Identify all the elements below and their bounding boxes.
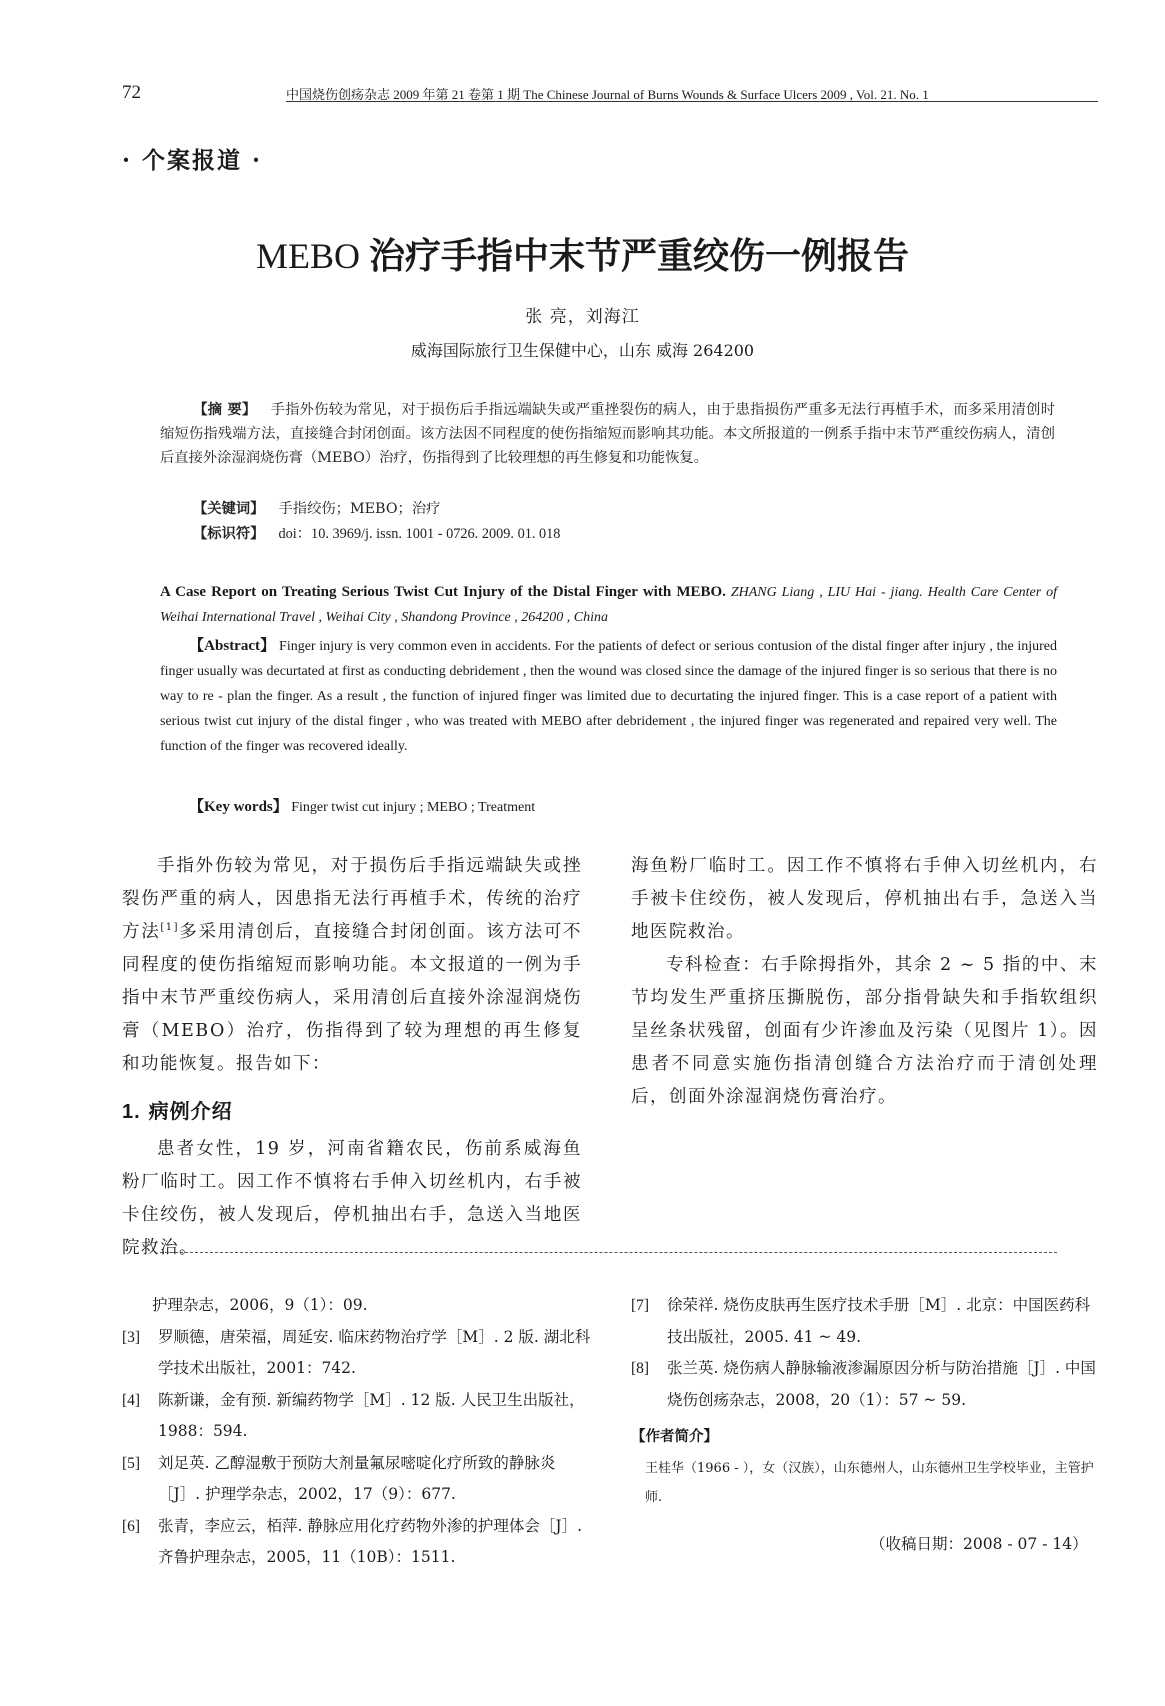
identifier-cn-label: 【标识符】 <box>193 526 265 542</box>
reference-item <box>122 1448 592 1511</box>
reference-item <box>122 1385 592 1448</box>
english-title: A Case Report on Treating Serious Twist Cut Injury of the Distal Finger with MEBO. <box>160 584 726 600</box>
page-number: 72 <box>122 82 141 103</box>
abstract-en <box>160 634 1057 759</box>
english-authors: ZHANG Liang , LIU Hai - jiang. <box>730 585 923 600</box>
header-rule <box>286 101 1098 102</box>
footer-rule <box>160 1252 1057 1253</box>
article-title <box>0 228 1165 279</box>
reference-text: 陈新谦，金有预. 新编药物学［M］. 12 版. 人民卫生出版社，1988：594. <box>158 1390 585 1440</box>
reference-number: [7] <box>631 1297 650 1314</box>
reference-text: 张兰英. 烧伤病人静脉输液渗漏原因分析与防治措施［J］. 中国烧伤创疡杂志，2008，20（1）：57 ~ 59. <box>667 1359 1096 1409</box>
body-right-column <box>631 850 1098 1114</box>
section-1-number: 1. <box>122 1101 141 1123</box>
section-1-title: 病例介绍 <box>148 1099 233 1123</box>
section-label: · 个案报道 · <box>122 147 263 174</box>
reference-item <box>122 1511 592 1574</box>
reference-number: [4] <box>122 1391 141 1409</box>
english-affiliation: Health Care Center of Weihai International Travel , Weihai City , Shandong Province , 264200 , China <box>160 585 1058 625</box>
keywords-en <box>189 795 1049 820</box>
keywords-en-text: Finger twist cut injury ; MEBO ; Treatment <box>291 800 536 815</box>
affiliation: 威海国际旅行卫生保健中心，山东 威海 264200 <box>410 341 755 360</box>
running-header: 中国烧伤创疡杂志 2009 年第 21 卷第 1 期 The Chinese Journal of Burns Wounds & Surface Ulcers 2009 , Vol. 21. No. 1 <box>286 87 929 102</box>
reference-text: 徐荣祥. 烧伤皮肤再生医疗技术手册［M］. 北京：中国医药科技出版社，2005. 41 ~ 49. <box>667 1296 1091 1346</box>
reference-item <box>631 1290 1101 1353</box>
abstract-cn <box>160 398 1055 470</box>
reference-item <box>631 1353 1101 1416</box>
author-bio-label: 【作者简介】 <box>631 1429 718 1445</box>
author-bio: 王桂华（1966 - ），女（汉族），山东德州人，山东德州卫生学校毕业，主管护师. <box>645 1460 1094 1505</box>
reference-item: 护理杂志，2006，9（1）：09. <box>152 1296 368 1314</box>
reference-number: [5] <box>122 1454 141 1472</box>
case-paragraph-1: 患者女性，19 岁，河南省籍农民，伤前系威海鱼粉厂临时工。因工作不慎将右手伸入切丝机内，右手被卡住绞伤，被人发现后，停机抽出右手，急送入当地医院救治。 <box>122 1139 582 1258</box>
authors: 张 亮，刘海江 <box>525 307 640 327</box>
identifier-cn <box>193 522 1053 546</box>
abstract-en-text: Finger injury is very common even in accidents. For the patients of defect or serious contusion of the distal finger after injury , the injured finger usually was decurtated at first as conducting debridement , then the wound was closed since the damage of the injured finger is so serious that there is no way to re - plan the finger. As a result , the function of injured finger was limited due to decurtating the injured finger. This is a case report of a patient with serious twist cut injury of the distal finger , who was treated with MEBO after debridement , the injured finger was regenerated and repaired very well. The function of the finger was recovered ideally. <box>160 639 1058 754</box>
references-right <box>631 1290 1101 1512</box>
intro-paragraph <box>122 850 582 1081</box>
references-left <box>122 1290 592 1574</box>
case-paragraph-1-continued: 海鱼粉厂临时工。因工作不慎将右手伸入切丝机内，右手被卡住绞伤，被人发现后，停机抽出右手，急送入当地医院救治。 <box>631 856 1098 942</box>
intro-text-1: 手指外伤较为常见，对于损伤后手指远端缺失或挫裂伤严重的病人，因患指无法行再植手术，传统的治疗方法 <box>122 856 582 942</box>
reference-number: [8] <box>631 1360 650 1377</box>
title-main: 治疗手指中末节严重绞伤一例报告 <box>369 236 910 277</box>
section-heading-1 <box>122 1095 582 1129</box>
abstract-en-label: 【Abstract】 <box>189 638 276 654</box>
title-prefix: MEBO <box>255 236 369 276</box>
keywords-en-label: 【Key words】 <box>189 799 288 815</box>
reference-item <box>122 1322 592 1385</box>
received-date: （收稿日期：2008 - 07 - 14） <box>870 1535 1088 1553</box>
keywords-cn-label: 【关键词】 <box>193 501 265 517</box>
intro-text-2: 多采用清创后，直接缝合封闭创面。该方法可不同程度的使伤指缩短而影响功能。本文报道的一例为手指中末节严重绞伤病人，采用清创后直接外涂湿润烧伤膏（MEBO）治疗，伤指得到了较为理想的再生修复和功能恢复。报告如下： <box>122 922 583 1074</box>
keywords-cn-text: 手指绞伤；MEBO；治疗 <box>278 501 441 517</box>
reference-number: [3] <box>122 1328 141 1346</box>
case-paragraph-2: 专科检查：右手除拇指外，其余 2 ~ 5 指的中、末节均发生严重挤压撕脱伤，部分指骨缺失和手指软组织呈丝条状残留，创面有少许渗血及污染（见图片 1）。因患者不同意实施伤指清创缝合方法治疗而于清创处理后，创面外涂湿润烧伤膏治疗。 <box>631 955 1098 1107</box>
identifier-cn-text: doi：10. 3969/j. issn. 1001 - 0726. 2009. 01. 018 <box>278 526 561 542</box>
citation-1: [1] <box>160 922 180 934</box>
abstract-cn-label: 【摘 要】 <box>193 402 257 418</box>
reference-number: [6] <box>122 1517 141 1535</box>
reference-text: 刘足英. 乙醇湿敷于预防大剂量氟尿嘧啶化疗所致的静脉炎［J］. 护理学杂志，2002，17（9）：677. <box>158 1453 556 1503</box>
english-title-block <box>160 580 1057 630</box>
keywords-cn <box>193 497 1053 521</box>
reference-text: 罗顺德，唐荣福，周延安. 临床药物治疗学［M］. 2 版. 湖北科学技术出版社，2001：742. <box>158 1327 591 1377</box>
reference-text: 张青，李应云，栢萍. 静脉应用化疗药物外渗的护理体会［J］. 齐鲁护理杂志，2005，11（10B）：1511. <box>158 1516 582 1566</box>
body-left-column <box>122 850 583 1258</box>
abstract-cn-text: 手指外伤较为常见，对于损伤后手指远端缺失或严重挫裂伤的病人，由于患指损伤严重多无法行再植手术，而多采用清创时缩短伤指残端方法，直接缝合封闭创面。该方法因不同程度的使伤指缩短而影响其功能。本文所报道的一例系手指中末节严重绞伤病人，清创后直接外涂湿润烧伤膏（MEBO）治疗，伤指得到了比较理想的再生修复和功能恢复。 <box>160 402 1055 466</box>
